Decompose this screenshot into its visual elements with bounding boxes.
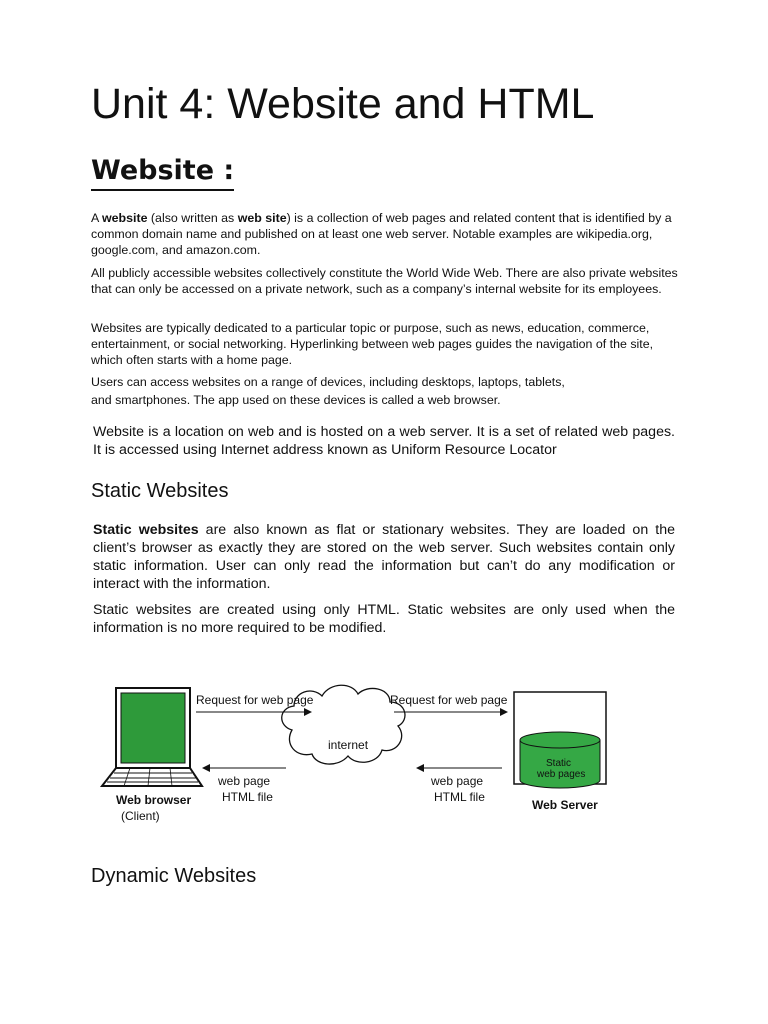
static-paragraph-2: Static websites are created using only HTML. Static websites are only used when the information is no more required to be modified. [93,602,675,636]
intro-text: (also written as [147,211,238,225]
htmlfile-label-right: HTML file [434,790,485,804]
db-label-line-2: web pages [537,769,586,780]
request-label-right: Request for web page [390,693,508,707]
client-label: (Client) [121,809,160,823]
intro-paragraph-1 [91,210,681,258]
request-label-left: Request for web page [196,693,314,707]
arrow-head-icon [202,764,210,772]
intro-paragraph-4-line-2: and smartphones. The app used on these devices is called a web browser. [91,393,501,407]
static-websites-heading: Static Websites [91,480,229,502]
intro-paragraph-3: Websites are typically dedicated to a particular topic or purpose, such as news, education, commerce, entertainment, or social networking. Hyperlinking between web pages guides the navigation of the site, which often starts with a home page. [91,321,654,367]
web-server-label: Web Server [532,798,598,812]
bold-term-website: website [102,211,148,225]
page-title: Unit 4: Website and HTML [91,80,595,128]
intro-paragraph-4-line-1: Users can access websites on a range of devices, including desktops, laptops, tablets, [91,375,565,389]
webpage-label-left: web page [218,774,271,788]
bold-term-web-site: web site [237,211,287,225]
arrow-head-icon [416,764,424,772]
laptop-screen [121,693,185,763]
dynamic-websites-heading: Dynamic Websites [91,865,257,887]
arrow-head-icon [500,708,508,716]
website-definition: Website is a location on web and is hosted on a web server. It is a set of related web pages. It is accessed using Internet address known as Uniform Resource Locator [93,424,675,458]
static-website-diagram [90,648,620,844]
static-text: are also known as flat or stationary websites. They are loaded on the client’s browser as exactly they are stored on the web server. Such websites contain only static information. User can only read the information but can’t do any modification or interact with the information. [93,522,675,592]
intro-text: A [91,211,103,225]
bold-term-static-websites: Static websites [93,522,199,538]
laptop-icon [102,688,202,786]
intro-paragraph-2: All publicly accessible websites collectively constitute the World Wide Web. There are also private websites that can only be accessed on a private network, such as a company’s internal website for its employees. [91,266,678,296]
website-heading: Website : [91,153,234,191]
db-label-line-1: Static [546,758,572,769]
intro-text: ) is a collection of web pages and related content that is identified by a common domain name and published on at least one web server. Notable examples are wikipedia.org, google.com, and amazon.com. [91,211,672,257]
static-paragraph-1 [93,521,675,593]
web-browser-label: Web browser [116,793,192,807]
webpage-label-right: web page [431,774,484,788]
internet-label: internet [328,738,369,752]
htmlfile-label-left: HTML file [222,790,273,804]
